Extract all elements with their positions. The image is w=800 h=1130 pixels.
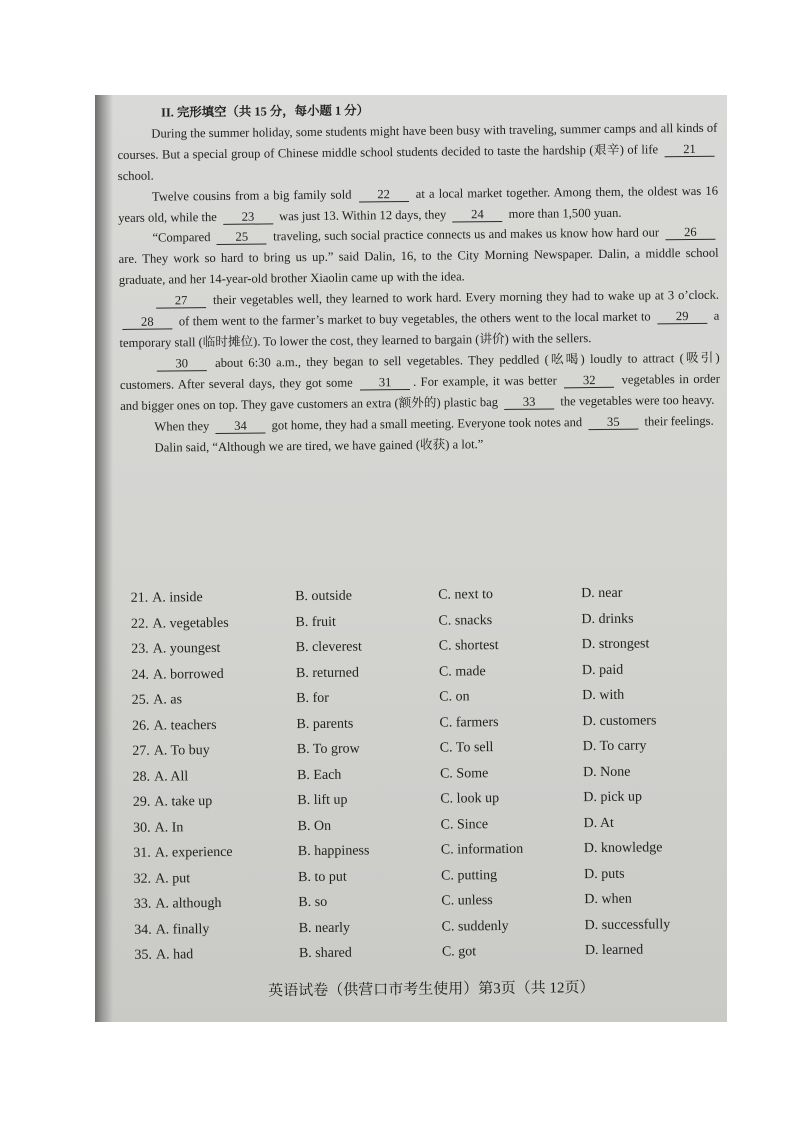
passage-text: about 6:30 a.m., they began to sell vegetables. They peddled (吆喝) loudly to attract (吸引) customers. After several days, they got some [119, 350, 720, 392]
option-c: C. farmers [439, 714, 499, 731]
passage-paragraph [118, 222, 719, 291]
question-number: 24. [131, 667, 150, 683]
cloze-blank: 28 [122, 314, 172, 330]
passage-text: school. [117, 168, 154, 183]
passage-paragraph [120, 348, 721, 417]
option-a: A. put [155, 871, 191, 887]
option-c: C. made [438, 663, 486, 680]
passage-text: got home, they had a small meeting. Everyone took notes and [268, 414, 586, 433]
option-d: D. customers [582, 713, 657, 729]
option-c: C. Since [440, 816, 489, 833]
option-a: A. In [154, 820, 184, 836]
passage-text: a temporary stall (临时摊位). To lower the cost, they learned to bargain (讲价) with the sellers. [119, 308, 720, 350]
cloze-blank: 31 [360, 375, 410, 391]
passage-text: traveling, such social practice connects us and makes us know how hard our [269, 225, 663, 244]
option-d: D. pick up [583, 789, 643, 806]
cloze-blank: 29 [657, 309, 707, 325]
option-c: C. unless [441, 893, 493, 909]
cloze-blank: 27 [156, 293, 206, 309]
question-number: 30. [133, 820, 151, 836]
section-title: II. 完形填空（共 15 分，每小题 1 分） [161, 103, 370, 120]
option-b: B. to put [298, 869, 347, 885]
passage-text: Twelve cousins from a big family sold [151, 187, 356, 204]
question-number: 35. [134, 947, 153, 964]
option-d: D. near [581, 586, 623, 602]
option-a: A. borrowed [152, 666, 224, 683]
question-number: 26. [131, 718, 150, 734]
question-number: 23. [131, 641, 149, 658]
question-number: 22. [130, 616, 149, 632]
option-c: C. To sell [439, 740, 494, 756]
option-c: C. shortest [438, 638, 499, 654]
cloze-blank: 22 [359, 187, 409, 203]
option-a: A. experience [154, 845, 233, 861]
option-b: B. Each [296, 767, 342, 783]
option-b: B. nearly [298, 920, 351, 936]
cloze-blank: 21 [664, 142, 714, 158]
option-a: A. take up [154, 794, 213, 810]
question-number: 34. [134, 922, 152, 938]
option-b: B. shared [298, 945, 352, 962]
question-number: 25. [131, 692, 150, 709]
option-a: A. as [153, 692, 183, 708]
cloze-blank: 25 [217, 230, 267, 246]
option-d: D. with [582, 688, 625, 704]
passage-paragraph [118, 180, 718, 228]
option-b: B. happiness [297, 843, 370, 860]
option-d: D. learned [584, 942, 644, 959]
cloze-blank: 30 [157, 356, 207, 372]
question-row [126, 938, 727, 970]
option-d: D. None [582, 764, 631, 780]
answer-options [122, 581, 727, 970]
option-d: D. At [583, 815, 614, 831]
option-b: B. fruit [295, 614, 336, 630]
passage-text: their feelings. [641, 413, 714, 429]
question-number: 27. [132, 743, 150, 760]
passage-text: “Compared [152, 230, 214, 246]
option-b: B. cleverest [295, 639, 362, 656]
option-d: D. when [584, 891, 632, 908]
option-c: C. got [441, 944, 477, 960]
passage-text: of them went to the farmer’s market to buy vegetables, the others went to the local market to [175, 309, 655, 329]
option-d: D. knowledge [583, 840, 663, 857]
cloze-passage [117, 118, 720, 459]
exam-page-photo [95, 95, 727, 1022]
option-d: D. successfully [584, 917, 671, 933]
question-number: 31. [133, 845, 151, 862]
option-a: A. youngest [152, 641, 221, 657]
option-c: C. putting [441, 867, 498, 884]
passage-text: was just 13. Within 12 days, they [275, 207, 450, 223]
cloze-blank: 33 [504, 394, 554, 410]
passage-text: are. They work so hard to bring us up.” said Dalin, 16, to the City Morning Newspaper. Dalin, a middle school graduate, and her 14-year-old brother Xiaolin came up with the idea. [118, 246, 719, 288]
option-b: B. On [297, 818, 332, 834]
option-a: A. finally [155, 921, 210, 938]
option-c: C. on [439, 689, 470, 705]
passage-text: When they [154, 418, 213, 434]
option-c: C. Some [439, 765, 489, 782]
option-d: D. strongest [581, 636, 650, 653]
option-a: A. inside [152, 590, 203, 606]
option-c: C. suddenly [441, 918, 509, 935]
option-b: B. parents [296, 716, 354, 732]
option-a: A. although [155, 896, 222, 912]
option-b: B. outside [295, 588, 353, 605]
passage-text: vegetables in order and bigger ones on top. They gave customers an extra (额外的) plastic bag [120, 371, 720, 413]
option-b: B. so [298, 895, 328, 911]
passage-text: the vegetables were too heavy. [557, 392, 715, 409]
page-edge-shadow [95, 95, 113, 1022]
cloze-blank: 23 [223, 209, 273, 225]
passage-text: at a local market together. Among them, the oldest was 16 years old, while the [118, 183, 719, 225]
passage-text: . For example, it was better [413, 373, 562, 389]
question-number: 21. [130, 590, 149, 607]
option-a: A. To buy [153, 743, 210, 759]
passage-text: Dalin said, “Although we are tired, we have gained (收获) a lot.” [154, 436, 484, 455]
cloze-blank: 26 [665, 225, 715, 241]
cloze-blank: 24 [452, 207, 502, 223]
option-b: B. To grow [296, 741, 360, 758]
cloze-blank: 34 [215, 418, 265, 434]
option-b: B. returned [295, 665, 360, 681]
option-d: D. puts [584, 866, 625, 882]
option-d: D. paid [581, 662, 624, 678]
cloze-blank: 35 [588, 414, 638, 430]
option-a: A. All [153, 769, 189, 785]
option-a: A. vegetables [152, 615, 229, 632]
option-b: B. lift up [297, 792, 348, 809]
question-number: 29. [132, 794, 151, 811]
question-number: 32. [133, 871, 152, 887]
passage-paragraph [119, 285, 720, 354]
page-footer: 英语试卷（供营口市考生使用）第3页（共 12页） [268, 980, 595, 1000]
option-c: C. information [440, 842, 524, 858]
passage-text: their vegetables well, they learned to work hard. Every morning they had to wake up at 3 o’clock. [208, 287, 720, 308]
option-c: C. snacks [438, 612, 493, 629]
cloze-blank: 32 [564, 373, 614, 389]
option-a: A. teachers [153, 717, 217, 734]
passage-text: more than 1,500 yuan. [505, 205, 622, 221]
option-d: D. To carry [582, 738, 647, 755]
question-number: 28. [132, 769, 151, 785]
option-c: C. look up [440, 791, 500, 807]
question-number: 33. [133, 896, 152, 913]
option-b: B. for [296, 691, 329, 707]
option-d: D. drinks [581, 611, 634, 627]
exam-sheet [117, 97, 721, 1000]
option-a: A. had [155, 947, 194, 963]
passage-paragraph [117, 118, 718, 187]
passage-text: During the summer holiday, some students might have been busy with traveling, summer camps and all kinds of courses. But a special group of Chinese middle school students decided to taste the hardship (艰辛) of life [117, 120, 718, 162]
option-c: C. next to [438, 587, 494, 603]
